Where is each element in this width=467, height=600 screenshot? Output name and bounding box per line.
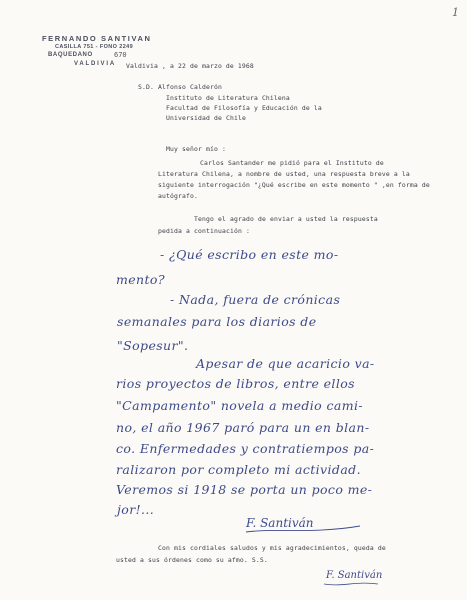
handwritten-line: - ¿Qué escribo en este mo-	[160, 247, 339, 262]
closing-line: usted a sus órdenes como su afmo. S.S.	[116, 556, 268, 564]
handwritten-line: no, el año 1967 paró para un en blan-	[116, 420, 370, 435]
handwritten-signature: F. Santiván	[246, 516, 314, 530]
body-line: siguiente interrogación "¿Qué escribe en este momento " ,en forma de	[158, 181, 430, 189]
handwritten-line: mento?	[116, 272, 165, 287]
handwritten-line: "Campamento" novela a medio cami-	[116, 398, 364, 413]
handwritten-line: jor!...	[117, 502, 155, 517]
signature-flourish	[244, 514, 364, 536]
letterhead-city: VALDIVIA	[74, 61, 116, 67]
body-line: Tengo el agrado de enviar a usted la respuesta	[194, 215, 378, 223]
recipient-line: Facultad de Filosofía y Educación de la	[166, 104, 322, 112]
body-line: autógrafo.	[158, 192, 198, 200]
letterhead-name: FERNANDO SANTIVAN	[42, 34, 152, 43]
body-line: pedida a continuación :	[158, 227, 250, 235]
handwritten-line: ralizaron por completo mi actividad.	[116, 462, 361, 477]
page-number-mark: 1	[452, 6, 459, 19]
closing-signature: F. Santiván	[326, 570, 383, 581]
letterhead-casilla: CASILLA 751 - FONO 2249	[55, 44, 134, 50]
salutation: Muy señor mío :	[166, 145, 226, 153]
handwritten-line: semanales para los diarios de	[117, 314, 317, 329]
recipient-line: Instituto de Literatura Chilena	[166, 94, 290, 102]
handwritten-line: Veremos si 1918 se porta un poco me-	[116, 482, 373, 497]
body-line: Carlos Santander me pidió para el Instituto de	[200, 159, 384, 167]
recipient-line: S.D. Alfonso Calderón	[138, 83, 222, 91]
letterhead-street-number: 670	[114, 51, 127, 59]
closing-line: Con mis cordiales saludos y mis agradecimientos, queda de	[158, 544, 386, 552]
handwritten-line: - Nada, fuera de crónicas	[170, 292, 341, 307]
handwritten-line: co. Enfermedades y contratiempos pa-	[116, 441, 375, 456]
recipient-line: Universidad de Chile	[166, 114, 246, 122]
closing-signature-flourish	[322, 578, 382, 588]
handwritten-line: "Sopesur".	[117, 338, 189, 353]
handwritten-line: Apesar de que acaricio va-	[196, 356, 375, 371]
handwritten-line: rios proyectos de libros, entre ellos	[116, 376, 355, 391]
body-line: Literatura Chilena, a nombre de usted, una respuesta breve a la	[158, 170, 410, 178]
date-line: Valdivia , a 22 de marzo de 1968	[126, 62, 254, 70]
letterhead-street: BAQUEDANO	[48, 52, 93, 58]
